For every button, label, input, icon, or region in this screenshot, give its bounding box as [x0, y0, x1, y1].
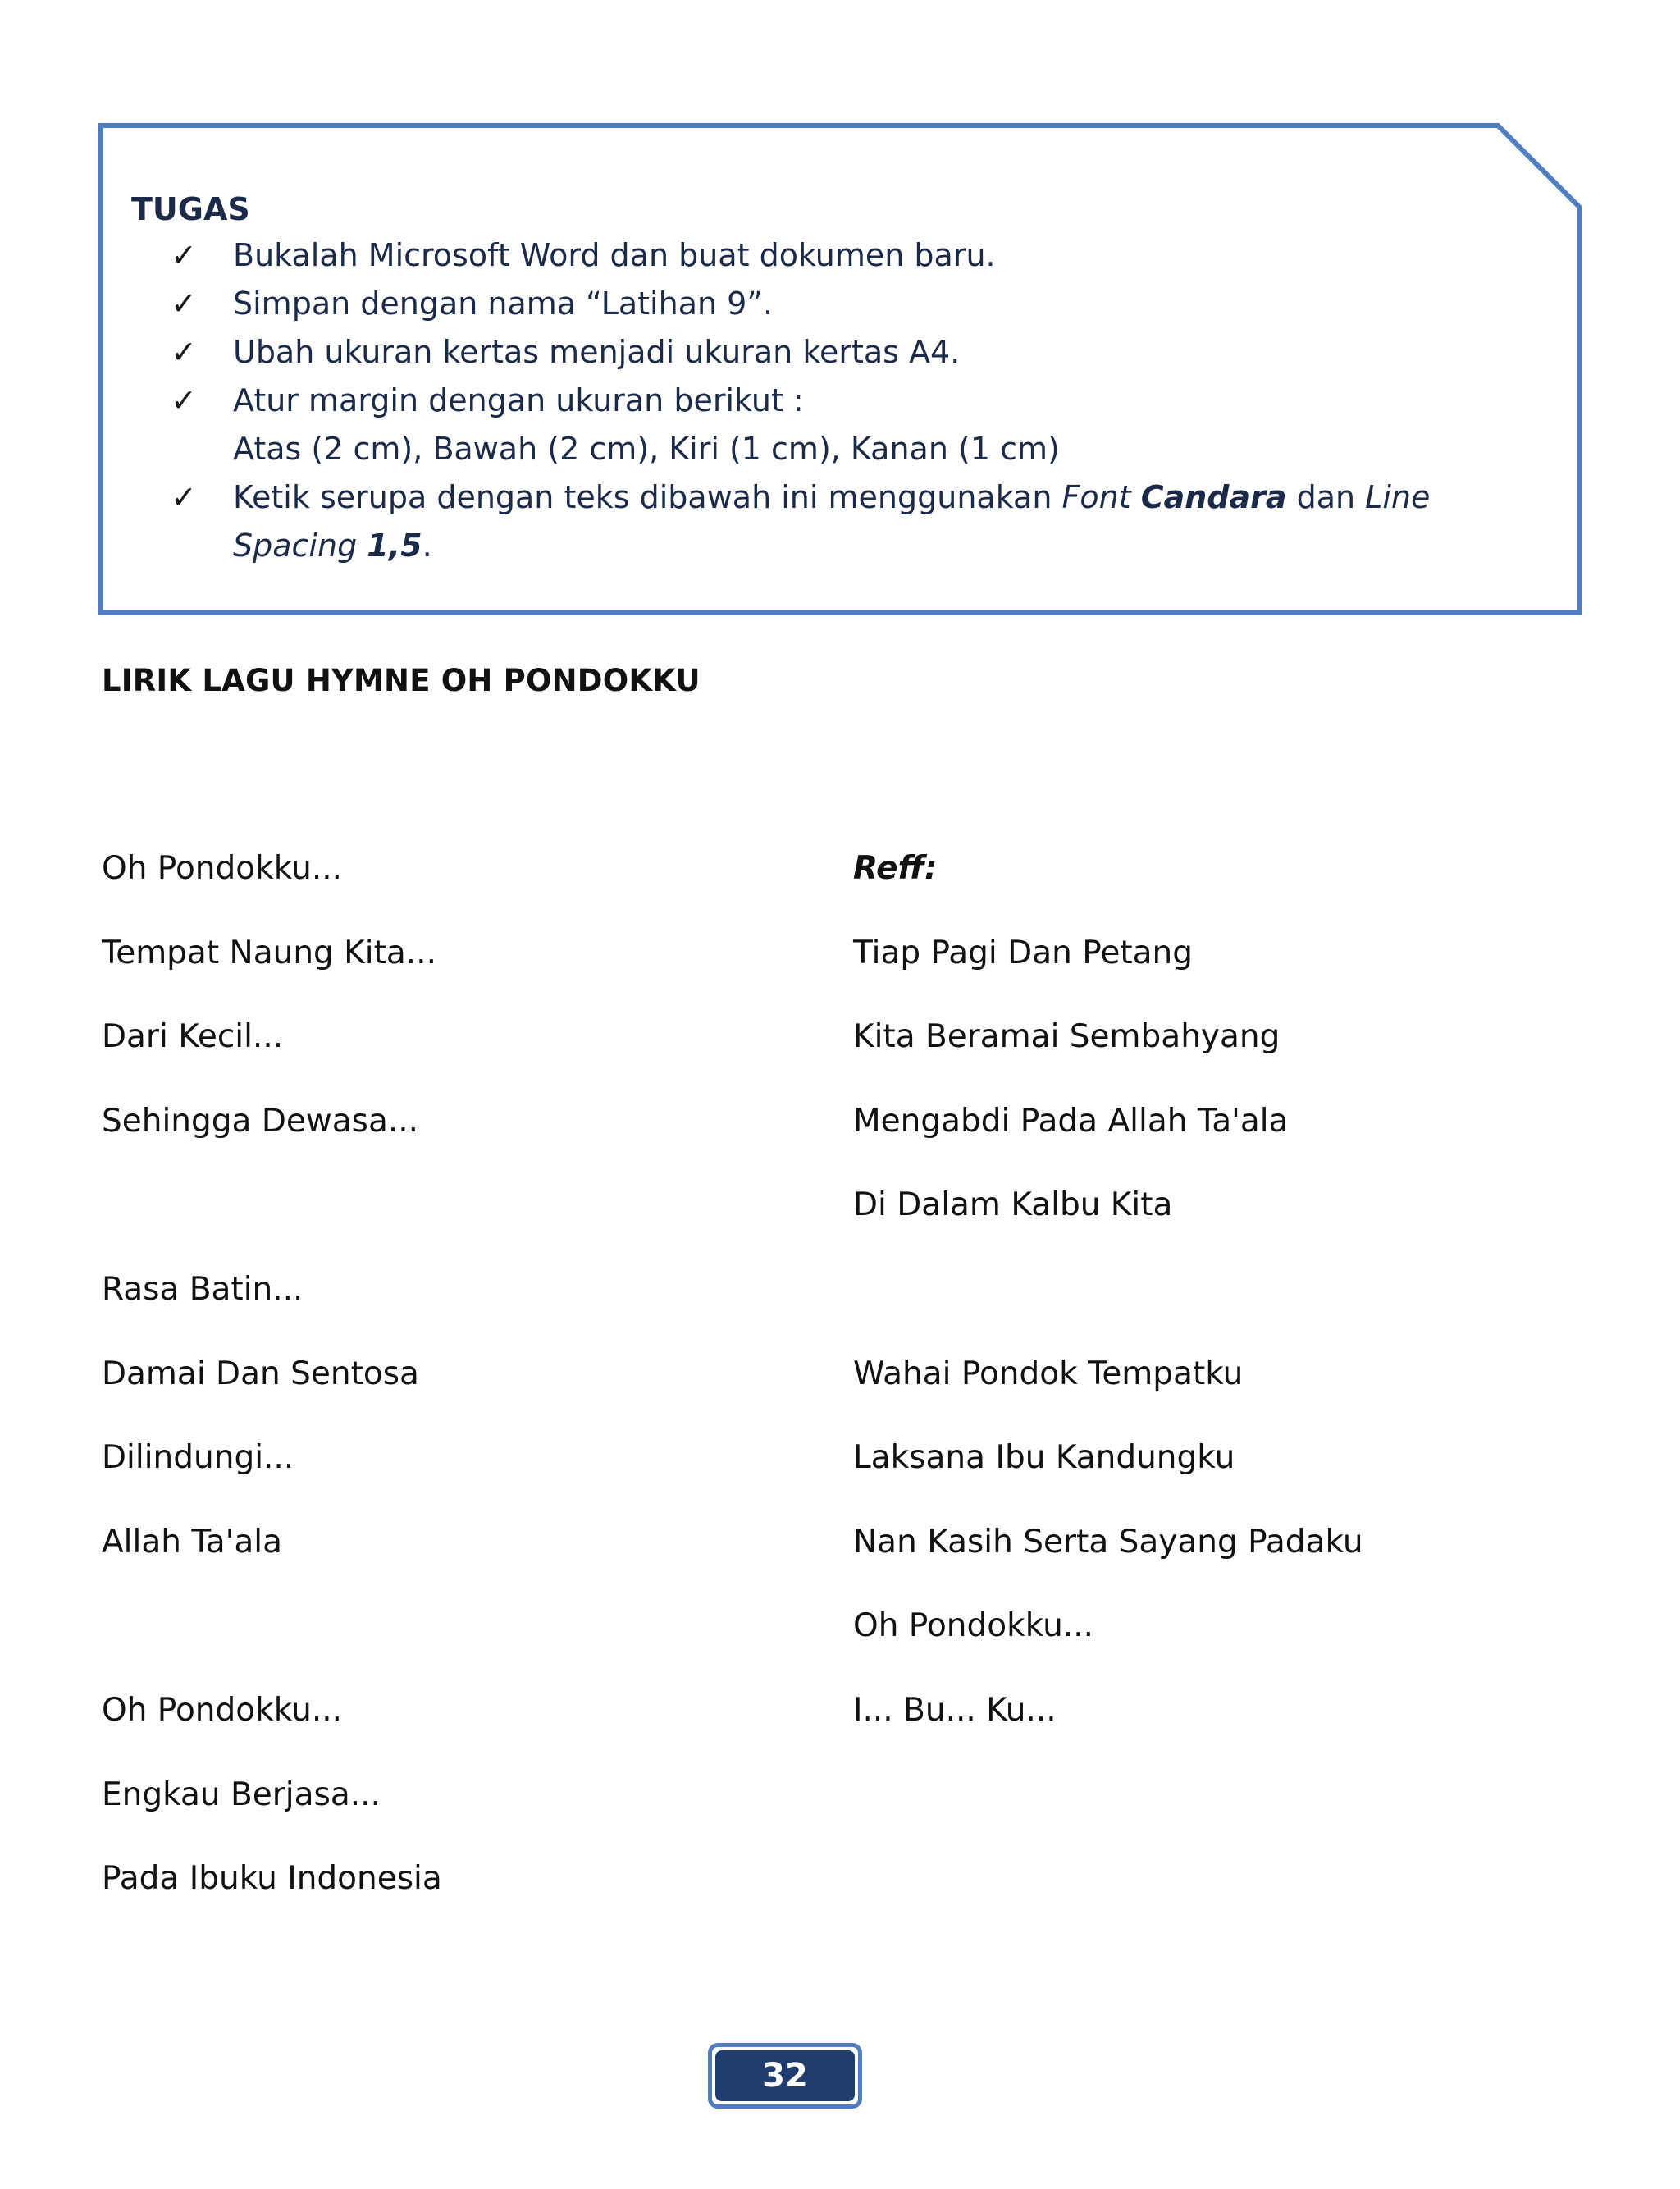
lyric-line: Oh Pondokku... — [853, 1607, 1094, 1645]
task-item — [131, 231, 1493, 280]
spacing-value: 1,5 — [367, 528, 422, 564]
lyrics-left-column — [102, 842, 824, 1936]
task-item — [131, 328, 1493, 377]
task-item-text: Atur margin dengan ukuran berikut : — [233, 382, 804, 418]
task-item-text: Ubah ukuran kertas menjadi ukuran kertas A4. — [233, 334, 961, 370]
task-item — [131, 280, 1493, 328]
task-item-text: Simpan dengan nama “Latihan 9”. — [233, 286, 774, 322]
lyric-line: I... Bu... Ku... — [853, 1691, 1057, 1729]
checkmark-icon: ✓ — [171, 286, 197, 322]
lyric-line: Rasa Batin... — [102, 1270, 304, 1308]
task-list — [131, 231, 1493, 570]
page-number-badge — [708, 2043, 862, 2109]
lyric-line: Pada Ibuku Indonesia — [102, 1860, 442, 1898]
lyric-line-blank — [853, 1263, 1575, 1347]
lyric-line: Dari Kecil... — [102, 1018, 284, 1056]
lyric-line: Oh Pondokku... — [102, 1691, 343, 1729]
lyric-line: Tempat Naung Kita... — [102, 934, 436, 971]
task-item-subtext: Atas (2 cm), Bawah (2 cm), Kiri (1 cm), Kanan (1 cm) — [233, 431, 1060, 467]
sentence-end: . — [422, 528, 432, 564]
task-item — [131, 473, 1493, 570]
lyric-line-blank — [102, 1178, 824, 1263]
task-content — [131, 187, 1493, 570]
lyric-line: Sehingga Dewasa... — [102, 1102, 419, 1140]
checkmark-icon: ✓ — [171, 237, 197, 273]
lyric-line: Nan Kasih Serta Sayang Padaku — [853, 1523, 1363, 1561]
lyric-line: Kita Beramai Sembahyang — [853, 1018, 1281, 1056]
spacing-word: Spacing — [233, 528, 358, 564]
lyrics-right-column — [853, 842, 1575, 1768]
task-title: TUGAS — [131, 191, 250, 227]
checkmark-icon: ✓ — [171, 479, 197, 515]
lyric-line: Allah Ta'ala — [102, 1523, 282, 1561]
lyric-line: Wahai Pondok Tempatku — [853, 1355, 1244, 1392]
lyric-line: Di Dalam Kalbu Kita — [853, 1186, 1173, 1224]
reff-label: Reff: — [853, 850, 938, 887]
lyric-line: Dilindungi... — [102, 1439, 294, 1477]
task-item — [131, 377, 1493, 473]
lyric-line: Mengabdi Pada Allah Ta'ala — [853, 1102, 1289, 1140]
task-item-text: Bukalah Microsoft Word dan buat dokumen baru. — [233, 237, 996, 273]
lyric-line: Oh Pondokku... — [102, 850, 343, 887]
font-word: Font — [1061, 479, 1131, 515]
font-name: Candara — [1140, 479, 1287, 515]
checkmark-icon: ✓ — [171, 334, 197, 370]
song-title: LIRIK LAGU HYMNE OH PONDOKKU — [102, 663, 701, 698]
and-word: dan — [1296, 479, 1366, 515]
checkmark-icon: ✓ — [171, 382, 197, 418]
lyric-line: Damai Dan Sentosa — [102, 1355, 419, 1392]
task-item-text: Ketik serupa dengan teks dibawah ini menggunakan — [233, 479, 1062, 515]
page-number: 32 — [715, 2050, 855, 2101]
lyric-line: Engkau Berjasa... — [102, 1775, 381, 1813]
lyric-line: Laksana Ibu Kandungku — [853, 1439, 1235, 1477]
line-word: Line — [1365, 479, 1431, 515]
lyric-line: Tiap Pagi Dan Petang — [853, 934, 1193, 971]
lyric-line-blank — [102, 1599, 824, 1684]
